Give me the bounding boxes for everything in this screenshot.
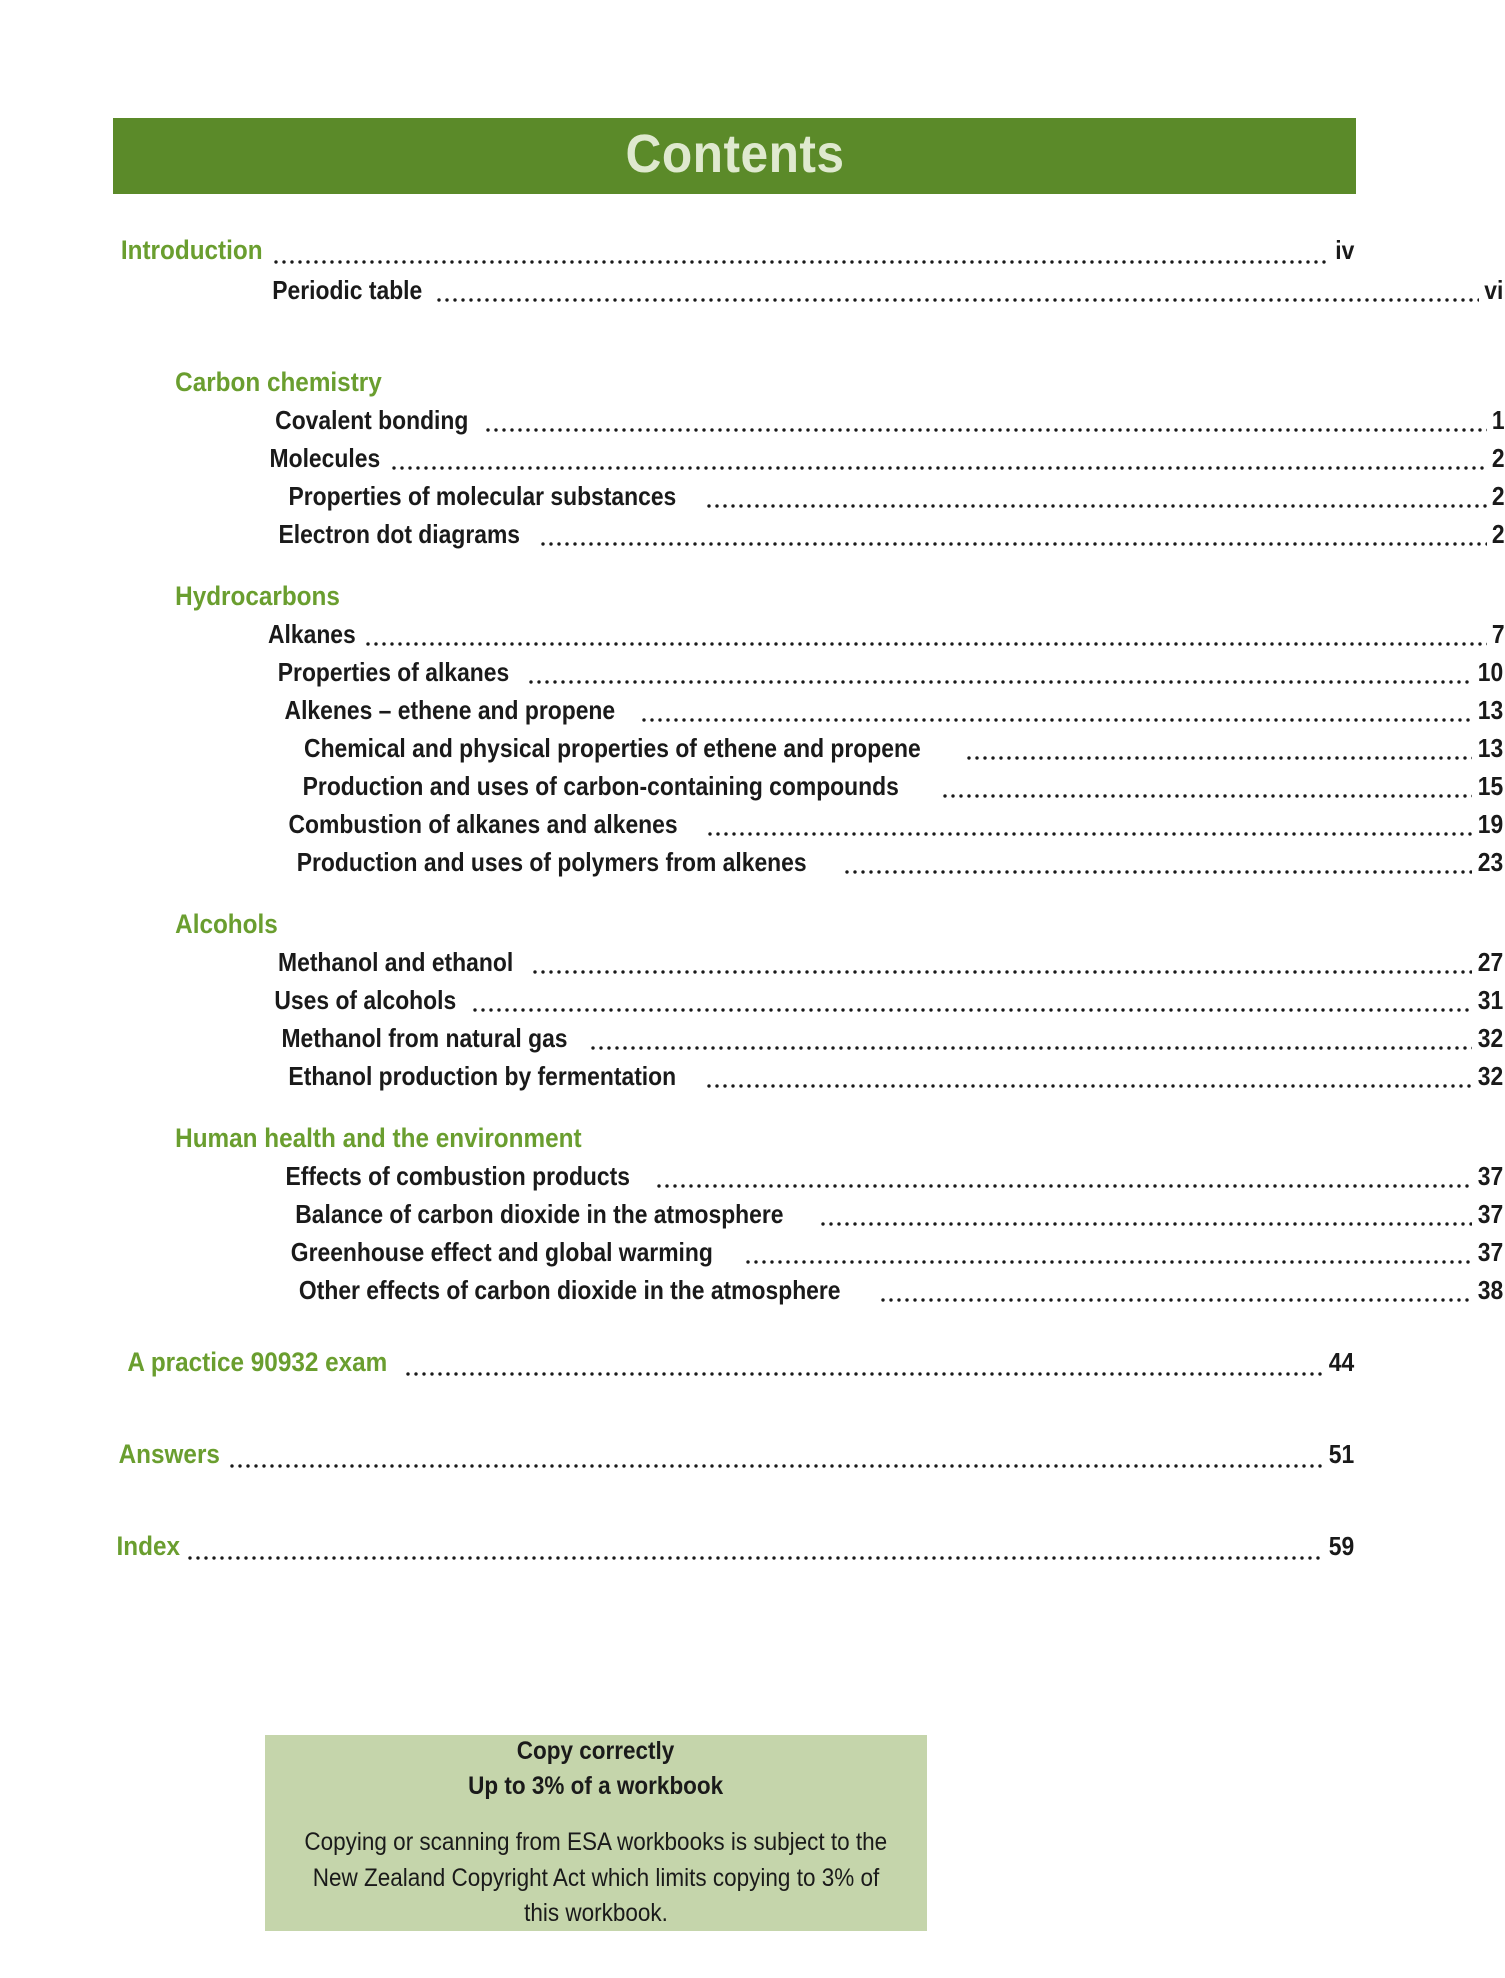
spacer <box>113 315 1356 367</box>
toc-entry-label: Alkenes – ethene and propene <box>284 695 616 725</box>
leader-dots <box>943 794 1472 805</box>
toc-page-number: 7 <box>1491 619 1505 649</box>
leader-dots <box>707 504 1487 515</box>
toc-entry-label: Methanol from natural gas <box>281 1023 568 1053</box>
toc-entry-combustion-of-alkanes-and-alkenes[interactable] <box>113 811 1505 849</box>
toc-section-label: Introduction <box>120 235 263 265</box>
toc-page-number: 31 <box>1477 985 1504 1015</box>
toc-page-number: 38 <box>1477 1275 1504 1305</box>
toc-entry-label: Production and uses of polymers from alkenes <box>296 847 807 877</box>
toc-entry-label: Other effects of carbon dioxide in the atmosphere <box>298 1275 841 1305</box>
toc-entry-production-and-uses-of-polymers-from-alkenes[interactable] <box>113 849 1505 887</box>
toc-page-number: 2 <box>1491 443 1505 473</box>
toc-entry-label: Greenhouse effect and global warming <box>290 1237 713 1267</box>
toc-entry-label: Molecules <box>269 443 381 473</box>
toc-entry-label: Properties of alkanes <box>277 657 510 687</box>
toc-section-carbon-chemistry[interactable]: Carbon chemistry <box>175 367 382 397</box>
toc-entry-molecules[interactable] <box>113 445 1505 483</box>
toc-entry-label: Balance of carbon dioxide in the atmosphere <box>295 1199 784 1229</box>
toc-entry-effects-of-combustion-products[interactable] <box>113 1163 1505 1201</box>
leader-dots <box>529 680 1472 691</box>
toc-section-answers[interactable] <box>113 1441 1356 1481</box>
toc-entry-periodic-table[interactable] <box>113 277 1505 315</box>
leader-dots <box>821 1222 1472 1233</box>
leader-dots <box>707 1084 1473 1095</box>
spacer <box>113 1315 1356 1349</box>
toc-group-human-health <box>113 1123 1504 1315</box>
leader-dots <box>845 870 1472 881</box>
copyright-notice-box <box>265 1735 927 1931</box>
toc-section-label: Index <box>116 1531 181 1561</box>
toc-entry-production-and-uses-of-carbon-containing-compounds[interactable] <box>113 773 1505 811</box>
contents-banner <box>113 118 1356 194</box>
spacer <box>113 1101 1356 1123</box>
toc-entry-properties-of-alkanes[interactable] <box>113 659 1505 697</box>
toc-page-number: 2 <box>1491 519 1505 549</box>
toc-page-number: 27 <box>1477 947 1504 977</box>
toc-section-hydrocarbons[interactable]: Hydrocarbons <box>175 581 340 611</box>
toc-entry-methanol-and-ethanol[interactable] <box>113 949 1505 987</box>
toc-entry-label: Alkanes <box>267 619 356 649</box>
leader-dots <box>366 642 1487 653</box>
toc-entry-greenhouse-effect-and-global-warming[interactable] <box>113 1239 1505 1277</box>
leader-dots <box>657 1184 1472 1195</box>
toc-page-number: 1 <box>1491 405 1505 435</box>
notice-body-line-1: Copying or scanning from ESA workbooks is subject to the <box>304 1828 888 1857</box>
toc-page-number: 32 <box>1477 1061 1504 1091</box>
toc-section-label: Answers <box>118 1439 220 1469</box>
toc-page-number: 51 <box>1328 1439 1355 1469</box>
toc-entry-label: Electron dot diagrams <box>278 519 521 549</box>
leader-dots <box>591 1046 1472 1057</box>
leader-dots <box>392 466 1487 477</box>
leader-dots <box>230 1464 1324 1475</box>
toc-group-carbon-chemistry <box>113 367 1505 559</box>
leader-dots <box>486 428 1487 439</box>
spacer <box>113 1389 1356 1441</box>
leader-dots <box>274 260 1330 271</box>
leader-dots <box>642 718 1472 729</box>
leader-dots <box>406 1372 1323 1383</box>
toc-section-index[interactable] <box>113 1533 1356 1573</box>
leader-dots <box>541 542 1487 553</box>
toc-page-number: 10 <box>1477 657 1504 687</box>
spacer <box>113 559 1356 581</box>
toc-entry-label: Covalent bonding <box>275 405 469 435</box>
toc-entry-alkanes[interactable] <box>113 621 1505 659</box>
toc-entry-label: Methanol and ethanol <box>278 947 514 977</box>
toc-page-number: iv <box>1335 235 1355 265</box>
toc-page-number: 13 <box>1477 733 1504 763</box>
toc-entry-chemical-and-physical-properties[interactable] <box>113 735 1505 773</box>
toc-entry-properties-of-molecular-substances[interactable] <box>113 483 1505 521</box>
toc-section-introduction[interactable] <box>113 237 1356 277</box>
toc-entry-label: Ethanol production by fermentation <box>288 1061 677 1091</box>
toc-entry-label: Production and uses of carbon-containing compounds <box>302 771 899 801</box>
toc-section-practice-exam[interactable] <box>113 1349 1356 1389</box>
leader-dots <box>746 1260 1472 1271</box>
toc-page-number: 19 <box>1477 809 1504 839</box>
leader-dots <box>437 298 1480 309</box>
table-of-contents <box>113 235 1505 1573</box>
toc-entry-uses-of-alcohols[interactable] <box>113 987 1505 1025</box>
toc-section-human-health-and-the-environment[interactable]: Human health and the environment <box>175 1123 582 1153</box>
toc-entry-covalent-bonding[interactable] <box>113 407 1505 445</box>
toc-group-back-matter <box>113 1349 1356 1573</box>
leader-dots <box>473 1008 1472 1019</box>
toc-entry-other-effects-of-carbon-dioxide[interactable] <box>113 1277 1505 1315</box>
toc-page-number: 37 <box>1477 1237 1504 1267</box>
toc-group-alcohols <box>113 909 1504 1101</box>
toc-entry-label: Chemical and physical properties of ethene and propene <box>304 733 921 763</box>
leader-dots <box>967 756 1472 767</box>
leader-dots <box>188 1556 1324 1567</box>
page-title: Contents <box>625 124 844 184</box>
toc-entry-methanol-from-natural-gas[interactable] <box>113 1025 1505 1063</box>
leader-dots <box>533 970 1472 981</box>
toc-entry-balance-of-carbon-dioxide[interactable] <box>113 1201 1505 1239</box>
toc-page-number: 44 <box>1328 1347 1355 1377</box>
notice-body-line-2: New Zealand Copyright Act which limits copying to 3% of this workbook. <box>312 1863 880 1928</box>
toc-entry-alkenes-ethene-and-propene[interactable] <box>113 697 1505 735</box>
notice-heading-line-1: Copy correctly <box>517 1737 675 1766</box>
toc-page-number: 37 <box>1477 1199 1504 1229</box>
toc-section-alcohols[interactable]: Alcohols <box>175 909 278 939</box>
toc-page-number: 23 <box>1477 847 1504 877</box>
toc-page-number: 13 <box>1477 695 1504 725</box>
notice-heading-line-2: Up to 3% of a workbook <box>468 1771 724 1800</box>
leader-dots <box>708 832 1472 843</box>
toc-entry-label: Uses of alcohols <box>274 985 457 1015</box>
toc-entry-label: Periodic table <box>272 275 423 305</box>
toc-section-label: A practice 90932 exam <box>127 1347 388 1377</box>
toc-group-hydrocarbons <box>113 581 1505 887</box>
toc-page-number: vi <box>1484 275 1504 305</box>
toc-entry-label: Effects of combustion products <box>285 1161 630 1191</box>
toc-entry-label: Combustion of alkanes and alkenes <box>288 809 678 839</box>
toc-group-introduction <box>113 235 1504 315</box>
toc-entry-ethanol-production-by-fermentation[interactable] <box>113 1063 1505 1101</box>
toc-page-number: 32 <box>1477 1023 1504 1053</box>
toc-page-number: 2 <box>1491 481 1505 511</box>
leader-dots <box>881 1298 1472 1309</box>
spacer <box>113 1481 1356 1533</box>
toc-entry-electron-dot-diagrams[interactable] <box>113 521 1505 559</box>
toc-page-number: 59 <box>1328 1531 1355 1561</box>
toc-page-number: 15 <box>1477 771 1504 801</box>
toc-page-number: 37 <box>1477 1161 1504 1191</box>
toc-entry-label: Properties of molecular substances <box>288 481 677 511</box>
spacer <box>113 887 1356 909</box>
